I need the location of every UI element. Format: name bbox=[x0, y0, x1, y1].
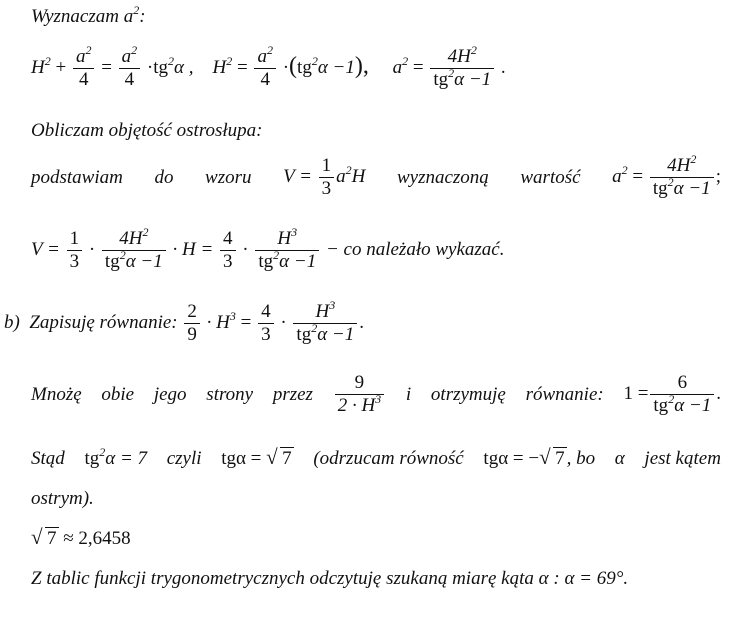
fraction: $\frac{a^2}{4}$ bbox=[119, 46, 141, 91]
fraction: $\frac{9}{2 \cdot H^3}$ bbox=[335, 372, 384, 417]
fraction: $\frac{4H^2}{tg^2\alpha -1}$ bbox=[430, 46, 494, 91]
fraction: $\frac{1}{3}$ bbox=[319, 155, 335, 200]
sqrt-symbol: √ 7 bbox=[31, 528, 59, 550]
step-determine-a2: Wyznaczam $a^2$: bbox=[31, 3, 146, 27]
fraction: $\frac{H^3}{tg^2\alpha -1}$ bbox=[293, 301, 357, 346]
fraction: $\frac{a^2}{4}$ bbox=[73, 46, 95, 91]
fraction: $\frac{1}{3}$ bbox=[67, 228, 83, 273]
fraction: $\frac{4}{3}$ bbox=[258, 301, 274, 346]
final-answer: Z tablic funkcji trygonometrycznych odczytuję szukaną miarę kąta α : α = 69°. bbox=[31, 568, 629, 589]
sqrt-symbol: √ 7 bbox=[266, 448, 294, 470]
volume-equation: V = $\frac{1}{3}$ · $\frac{4H^2}{tg^2\alpha -1}$ · H = $\frac{4}{3}$ · $\frac{H^3}{tg^2\alpha -1}$ − co należało wykazać. bbox=[31, 225, 505, 272]
step-volume: Obliczam objętość ostrosłupa: bbox=[31, 120, 263, 141]
fraction: $\frac{a^2}{4}$ bbox=[254, 46, 276, 91]
sqrt-approximation: √ 7 ≈ 2,6458 bbox=[31, 528, 131, 550]
tangent-row: Stąd $tg^2\alpha = 7$ czyli tgα = √ 7 (odrzucam równość tgα = −√ 7 , bo α jest kątem bbox=[31, 448, 721, 470]
fraction: $\frac{4H^2}{tg^2\alpha -1}$ bbox=[102, 228, 166, 273]
fraction: $\frac{H^3}{tg^2\alpha -1}$ bbox=[255, 228, 319, 273]
continuation-text: ostrym). bbox=[31, 488, 94, 509]
equation-row-1: $H^2$ + $\frac{a^2}{4}$ = $\frac{a^2}{4}$ $\cdot tg^2\alpha$ , $H^2$ = $\frac{a^2}{4}$ $\cdot(tg^2\alpha -1)$, $a^2$ = $\frac{4H^2}{tg^2\alpha -1}$ . bbox=[31, 43, 506, 90]
multiply-row: Mnożę obie jego strony przez $\frac{9}{2 \cdot H^3}$ i otrzymuję równanie: 1 = $\frac{6}{tg^2\alpha -1}$ . bbox=[31, 372, 721, 416]
fraction: $\frac{2}{9}$ bbox=[184, 301, 200, 346]
fraction: $\frac{6}{tg^2\alpha -1}$ bbox=[650, 372, 714, 417]
substitution-row: podstawiam do wzoru V = $\frac{1}{3}$ $a^2H$ wyznaczoną wartość $a^2$ = $\frac{4H^2}{tg^2\alpha -1}$ ; bbox=[31, 152, 721, 199]
fraction: $\frac{4H^2}{tg^2\alpha -1}$ bbox=[650, 155, 714, 200]
part-b-equation: b) Zapisuję równanie: $\frac{2}{9}$ · $H^3$ = $\frac{4}{3}$ · $\frac{H^3}{tg^2\alpha -1}$ . bbox=[4, 298, 364, 345]
sqrt-symbol: √ 7 bbox=[539, 448, 567, 470]
fraction: $\frac{4}{3}$ bbox=[220, 228, 236, 273]
